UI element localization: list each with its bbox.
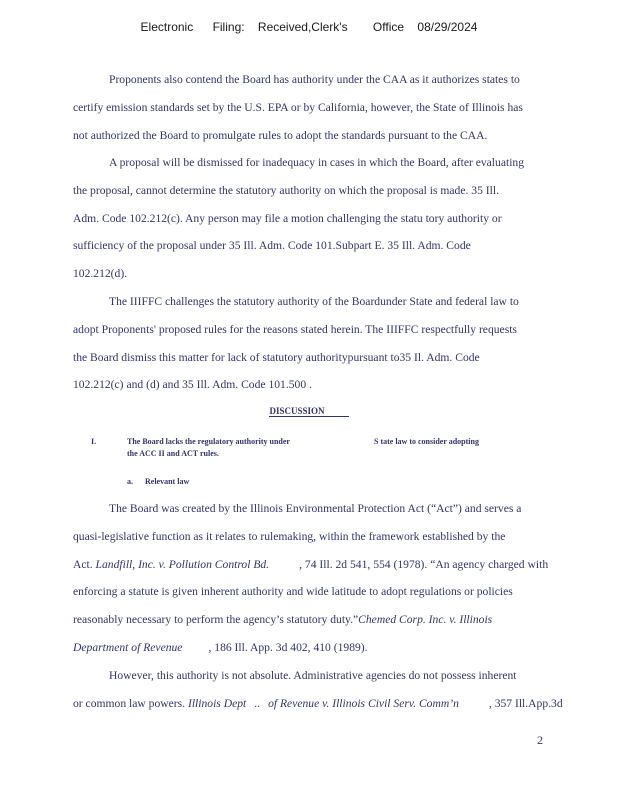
header-date: 08/29/2024 [417,20,478,34]
text-line [73,606,545,634]
text-line: certify emission standards set by the U.S. EPA or by California, however, the State of Illinois has [73,100,523,114]
text-line: enforcing a statute is given inherent authority and wide latitude to adopt regulations or policies [73,585,513,599]
subsection-heading-a [127,477,189,486]
subsection-letter: a. [127,477,133,486]
text-line: Adm. Code 102.212(c). Any person may file a motion challenging the statu tory authority or [73,211,502,225]
text-line: the proposal, cannot determine the statutory authority on which the proposal is made. 35 Ill. [73,183,499,197]
header-office: Office [372,20,405,34]
paragraph-authority-limits [73,662,563,718]
text-line: 102.212(c) and (d) and 35 Ill. Adm. Code 101.500 . [73,378,312,392]
page-number: 2 [537,733,543,747]
text-line: However, this authority is not absolute. Administrative agencies do not possess inherent [109,669,517,682]
section-title-part-c: the ACC II and ACT rules. [127,449,219,458]
text-line: sufficiency of the proposal under 35 Ill. Adm. Code 101.Subpart E. 35 Ill. Adm. Code [73,239,471,253]
header-electronic: Electronic [140,20,194,34]
discussion-heading-text: DISCUSSION [269,406,348,417]
text-line [73,690,563,718]
paragraph-caa-authority [73,66,545,149]
text-line: A proposal will be dismissed for inadequacy in cases in which the Board, after evaluating [109,156,525,169]
case-citation: Illinois Dept [187,696,247,710]
text-fragment: reasonably necessary to perform the agency’s statutory duty.” [73,613,359,627]
text-fragment: or common law powers. [73,696,186,710]
section-number: I. [91,437,97,446]
section-title-part-b: S tate law to consider adopting [374,437,479,446]
paragraph-iiiffc-challenge [73,288,545,399]
text-fragment: .. [254,696,261,710]
text-line: the Board dismiss this matter for lack of statutory authoritypursuant to35 Il. Adm. Code [73,350,480,364]
filing-header [0,20,618,34]
case-citation: Department of Revenue [73,640,183,654]
text-fragment: , 186 Ill. App. 3d 402, 410 (1989). [208,640,368,654]
text-line: The IIIFFC challenges the statutory authority of the Boardunder State and federal law to [109,295,519,308]
subsection-title: Relevant law [145,477,190,486]
discussion-heading [0,406,618,416]
case-citation: of Revenue v. Illinois Civil Serv. Comm’n [268,696,459,710]
text-line: The Board was created by the Illinois Environmental Protection Act (“Act”) and serves a [109,502,522,515]
header-received: Received,Clerk's [257,20,348,34]
case-citation: Landfill, Inc. v. Pollution Control Bd. [95,557,270,571]
section-title-part-a: The Board lacks the regulatory authority under [127,437,290,446]
text-fragment: , 74 Ill. 2d 541, 554 (1978). “An agency charged with [299,557,549,571]
text-line: adopt Proponents' proposed rules for the reasons stated herein. The IIIFFC respectfully requests [73,322,517,336]
text-fragment: , 357 Ill.App.3d [488,696,563,710]
text-line: 102.212(d). [73,267,128,281]
header-filing: Filing: [212,20,245,34]
text-fragment: Act. [73,557,93,571]
text-line [73,634,545,662]
text-line: not authorized the Board to promulgate rules to adopt the standards pursuant to the CAA. [73,128,488,142]
paragraph-dismissal-standard [73,149,545,288]
text-line: Proponents also contend the Board has authority under the CAA as it authorizes states to [109,73,520,86]
case-citation: Chemed Corp. Inc. v. Illinois [358,613,493,627]
paragraph-board-creation [73,495,549,662]
text-line: quasi-legislative function as it relates to rulemaking, within the framework established by the [73,529,506,543]
text-line [73,551,549,579]
